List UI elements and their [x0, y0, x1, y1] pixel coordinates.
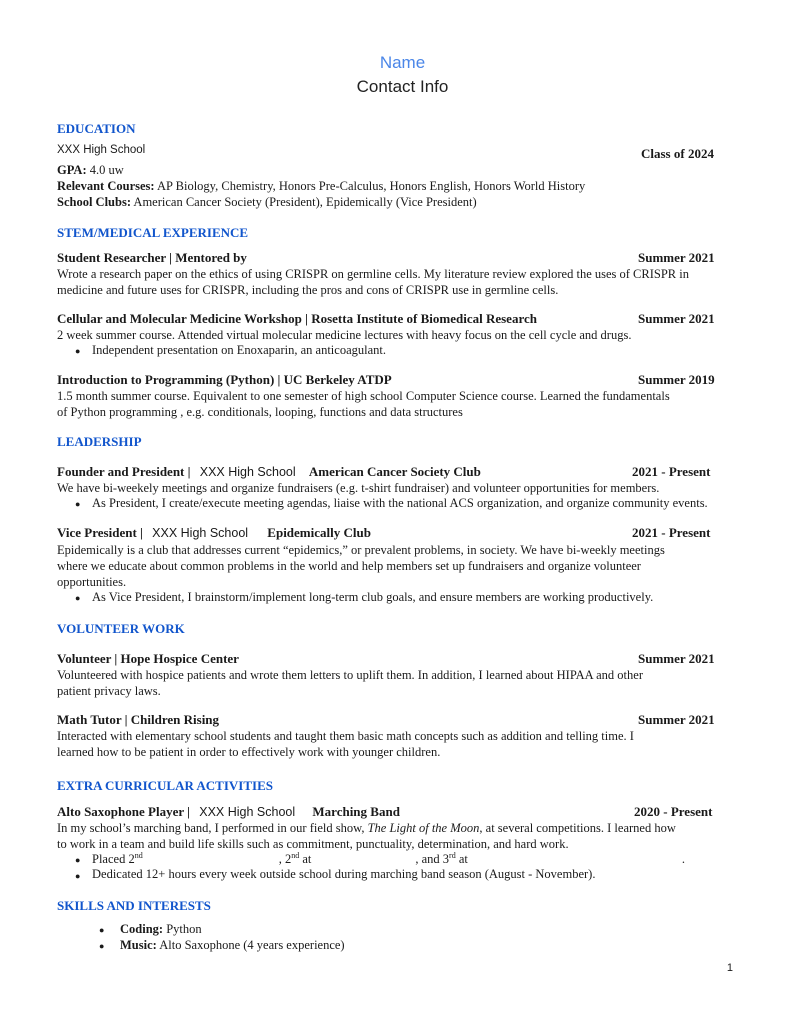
education-courses: [57, 178, 585, 194]
extra-heading: EXTRA CURRICULAR ACTIVITIES: [57, 778, 273, 793]
extra-bullet: Dedicated 12+ hours every week outside school during marching band season (August - November).: [92, 867, 596, 881]
stem-item-role: Introduction to Programming (Python) | UC Berkeley ATDP: [57, 372, 392, 387]
skill-item: [120, 922, 202, 937]
role-school: XXX High School: [199, 805, 296, 819]
skill-value: Alto Saxophone (4 years experience): [159, 938, 345, 952]
field-show-title: The Light of the Moon: [367, 821, 480, 835]
role-title: Vice President |: [57, 525, 143, 540]
desc-text: In my school’s marching band, I performed in our field show,: [57, 821, 368, 835]
placed-text: , and 3: [415, 852, 450, 867]
role-title: Alto Saxophone Player |: [57, 804, 190, 819]
education-school: XXX High School: [57, 144, 146, 156]
volunteer-item-role: Math Tutor | Children Rising: [57, 712, 220, 727]
leadership-item-bullet: As Vice President, I brainstorm/implement long-term club goals, and ensure members are working productively.: [92, 590, 654, 604]
placed-text: at: [299, 852, 312, 867]
volunteer-item-desc: patient privacy laws.: [57, 684, 161, 698]
ordinal: nd: [291, 851, 300, 860]
leadership-item-desc: where we educate about common problems in the world and help members set up fundraisers and organize volunteer: [57, 559, 641, 573]
volunteer-item-date: Summer 2021: [638, 651, 715, 666]
education-gpa: [57, 162, 124, 178]
extra-placed-bullet: [92, 851, 685, 867]
stem-item-desc: medicine and future uses for CRISPR, including the pros and cons of CRISPR use in germline cells.: [57, 283, 559, 297]
bullet-icon: ●: [75, 499, 81, 509]
volunteer-item-desc: learned how to be patient in order to effectively work with younger children.: [57, 745, 441, 759]
stem-item-desc: 1.5 month summer course. Equivalent to one semester of high school Computer Science course. Learned the fundamentals: [57, 389, 670, 403]
courses-label: Relevant Courses:: [57, 179, 155, 193]
ordinal: nd: [134, 851, 143, 860]
placed-text: Placed 2: [92, 852, 135, 867]
leadership-item-date: 2021 - Present: [632, 464, 711, 479]
extra-item-desc: to work in a team and build life skills such as commitment, punctuality, determination, and hard work.: [57, 837, 569, 851]
leadership-item-desc: Epidemically is a club that addresses current “epidemics,” or prevalent problems, in society. We have bi-weekly meetings: [57, 543, 665, 557]
desc-text: , at several competitions. I learned how: [479, 821, 676, 835]
skill-item: [120, 938, 345, 953]
extra-item-date: 2020 - Present: [634, 804, 713, 819]
page-number: 1: [726, 962, 733, 974]
education-heading: EDUCATION: [57, 121, 136, 136]
extra-item-desc: [57, 820, 676, 836]
role-title: Founder and President |: [57, 464, 191, 479]
leadership-item-desc: We have bi-weekely meetings and organize fundraisers (e.g. t-shirt fundraiser) and volunteer opportunities for members.: [57, 481, 660, 495]
role-org: Marching Band: [312, 804, 400, 819]
leadership-item-date: 2021 - Present: [632, 525, 711, 540]
bullet-icon: ●: [99, 925, 105, 935]
skills-heading: SKILLS AND INTERESTS: [57, 898, 211, 913]
contact-info: Contact Info: [356, 77, 449, 96]
stem-item-date: Summer 2021: [638, 250, 715, 265]
education-clubs: [57, 194, 477, 210]
volunteer-item-role: Volunteer | Hope Hospice Center: [57, 651, 239, 666]
leadership-heading: LEADERSHIP: [57, 434, 142, 449]
education-class-of: Class of 2024: [641, 146, 714, 161]
skill-value: Python: [166, 922, 202, 936]
leadership-item-role: [57, 525, 371, 541]
bullet-icon: ●: [75, 593, 81, 603]
placed-text: , 2: [278, 852, 292, 867]
leadership-item-desc: opportunities.: [57, 575, 127, 589]
skill-label: Coding:: [120, 922, 164, 936]
role-school: XXX High School: [152, 526, 249, 540]
extra-item-role: [57, 804, 400, 820]
placed-text: at: [455, 852, 468, 867]
volunteer-heading: VOLUNTEER WORK: [57, 621, 185, 636]
clubs-label: School Clubs:: [57, 195, 131, 209]
courses-value: AP Biology, Chemistry, Honors Pre-Calculus, Honors English, Honors World History: [157, 179, 586, 193]
volunteer-item-date: Summer 2021: [638, 712, 715, 727]
bullet-icon: ●: [75, 871, 81, 881]
clubs-value: American Cancer Society (President), Epidemically (Vice President): [133, 195, 477, 209]
leadership-item-bullet: As President, I create/execute meeting agendas, liaise with the national ACS organization, and organize community events.: [92, 496, 708, 510]
stem-heading: STEM/MEDICAL EXPERIENCE: [57, 225, 249, 240]
gpa-label: GPA:: [57, 163, 87, 177]
stem-item-desc: 2 week summer course. Attended virtual molecular medicine lectures with heavy focus on the cell cycle and drugs.: [57, 328, 632, 342]
stem-item-role: Student Researcher | Mentored by: [57, 250, 247, 265]
placed-text: .: [681, 852, 685, 867]
volunteer-item-desc: Interacted with elementary school students and taught them basic math concepts such as addition and telling time. I: [57, 729, 634, 743]
stem-item-desc: Wrote a research paper on the ethics of using CRISPR on germline cells. My literature review explored the uses of CRISPR in: [57, 267, 689, 281]
gpa-value: 4.0 uw: [89, 163, 124, 177]
ordinal: rd: [449, 851, 456, 860]
stem-item-role: Cellular and Molecular Medicine Workshop | Rosetta Institute of Biomedical Research: [57, 311, 537, 326]
leadership-item-role: [57, 464, 481, 480]
bullet-icon: ●: [75, 346, 81, 356]
stem-item-desc: of Python programming , e.g. conditionals, looping, functions and data structures: [57, 405, 463, 419]
stem-item-date: Summer 2019: [638, 372, 715, 387]
role-school: XXX High School: [199, 465, 296, 479]
role-org: Epidemically Club: [267, 525, 371, 540]
role-org: American Cancer Society Club: [308, 464, 481, 479]
bullet-icon: ●: [75, 855, 81, 865]
bullet-icon: ●: [99, 941, 105, 951]
stem-item-date: Summer 2021: [638, 311, 715, 326]
volunteer-item-desc: Volunteered with hospice patients and wrote them letters to uplift them. In addition, I learned about HIPAA and other: [57, 668, 643, 682]
resume-name: Name: [379, 53, 426, 72]
stem-item-bullet: Independent presentation on Enoxaparin, an anticoagulant.: [92, 343, 386, 357]
skill-label: Music:: [120, 938, 157, 952]
